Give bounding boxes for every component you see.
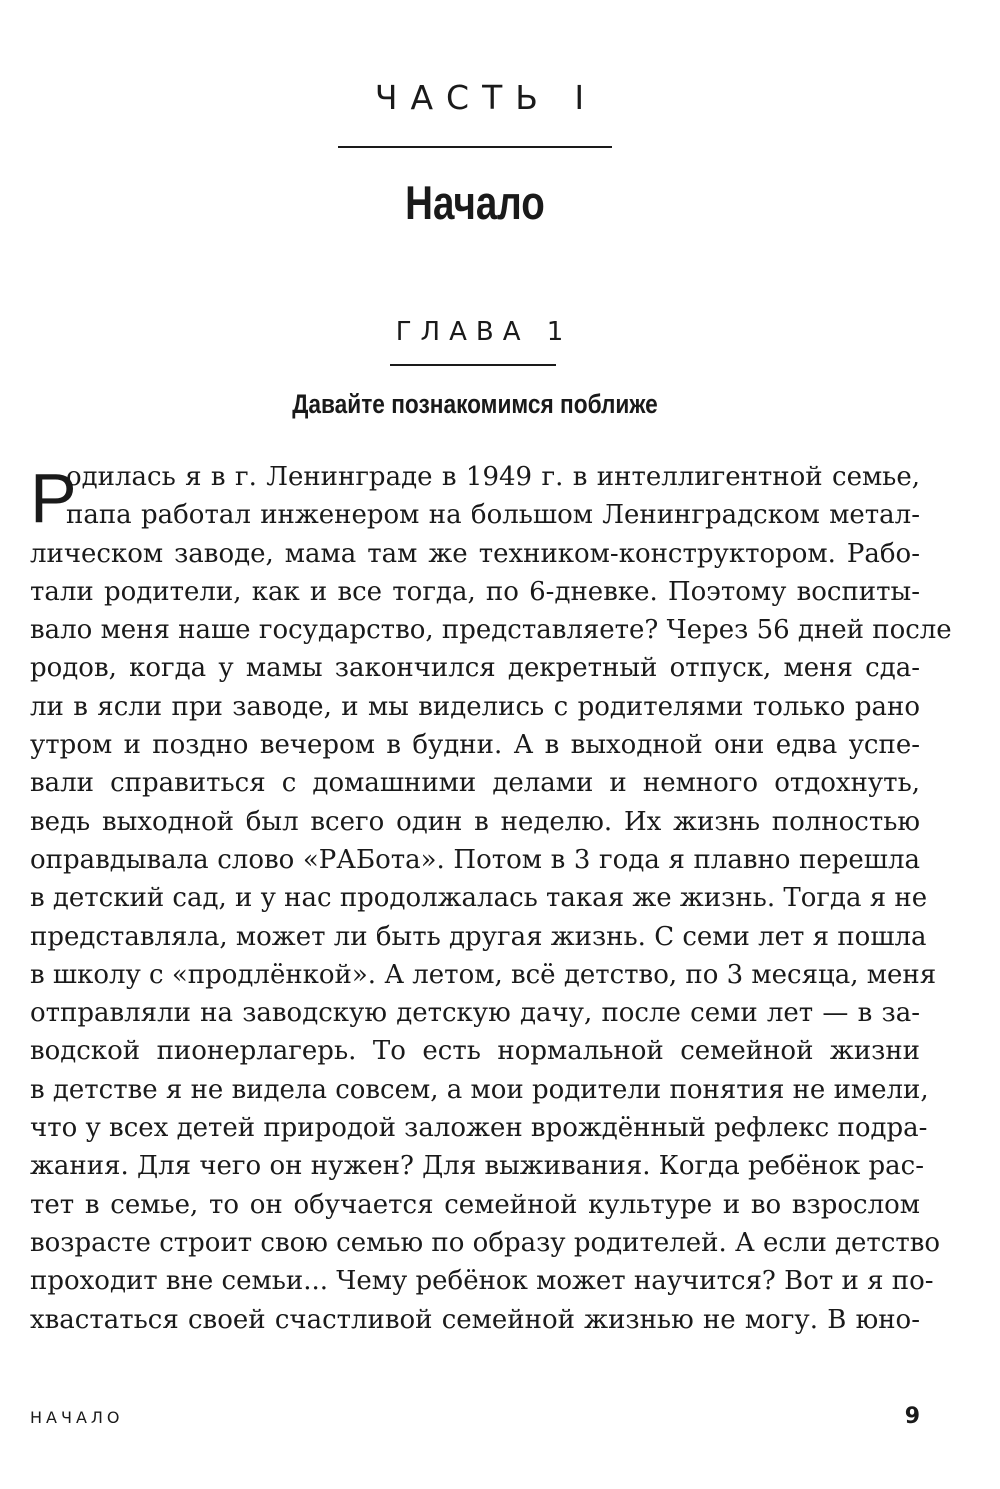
page-number: 9 bbox=[904, 1404, 920, 1429]
body-line: лическом заводе, мама там же техником-конструктором. Рабо- bbox=[30, 538, 920, 569]
body-line: вали справиться с домашними делами и немного отдохнуть, bbox=[30, 768, 920, 799]
body-line: тет в семье, то он обучается семейной культуре и во взрослом bbox=[30, 1189, 920, 1220]
running-head: НАЧАЛО bbox=[30, 1408, 124, 1427]
chapter-label: ГЛАВА 1 bbox=[395, 317, 573, 347]
body-line: папа работал инженером на большом Ленинградском метал- bbox=[66, 500, 920, 531]
body-line: в школу с «продлёнкой». А летом, всё детство, по 3 месяца, меня bbox=[30, 959, 937, 990]
body-line: возрасте строит свою семью по образу родителей. А если детство bbox=[30, 1227, 941, 1258]
body-line: родов, когда у мамы закончился декретный отпуск, меня сда- bbox=[30, 653, 920, 684]
body-line: что у всех детей природой заложен врождённый рефлекс подра- bbox=[30, 1113, 928, 1144]
body-line: оправдывала слово «РАБота». Потом в 3 года я плавно перешла bbox=[30, 844, 920, 875]
chapter-title: Давайте познакомимся поближе bbox=[292, 389, 658, 419]
chapter-rule bbox=[390, 364, 556, 366]
body-line: утром и поздно вечером в будни. А в выходной они едва успе- bbox=[30, 730, 920, 761]
part-title: Начало bbox=[405, 176, 545, 229]
body-line: в детстве я не видела совсем, а мои родители понятия не имели, bbox=[30, 1074, 929, 1105]
body-line: хвастаться своей счастливой семейной жизнью не могу. В юно- bbox=[30, 1304, 920, 1335]
drop-cap: Р bbox=[30, 459, 77, 537]
body-line: отправляли на заводскую детскую дачу, после семи лет — в за- bbox=[30, 998, 920, 1029]
body-line: проходит вне семьи... Чему ребёнок может научится? Вот и я по- bbox=[30, 1266, 934, 1297]
body-line: водской пионерлагерь. То есть нормальной семейной жизни bbox=[30, 1036, 920, 1067]
body-line: одилась я в г. Ленинграде в 1949 г. в интеллигентной семье, bbox=[66, 462, 920, 492]
body-line: представляла, может ли быть другая жизнь. С семи лет я пошла bbox=[30, 921, 927, 952]
body-line: ведь выходной был всего один в неделю. Их жизнь полностью bbox=[30, 806, 920, 837]
body-text bbox=[30, 458, 952, 1339]
part-label: ЧАСТЬ I bbox=[374, 78, 598, 117]
body-line: вало меня наше государство, представляете? Через 56 дней после bbox=[30, 615, 952, 646]
body-line: тали родители, как и все тогда, по 6-дневке. Поэтому воспиты- bbox=[30, 576, 920, 607]
body-line: ли в ясли при заводе, и мы виделись с родителями только рано bbox=[30, 691, 920, 722]
body-line: в детский сад, и у нас продолжалась такая же жизнь. Тогда я не bbox=[30, 883, 928, 914]
body-line: жания. Для чего он нужен? Для выживания. Когда ребёнок рас- bbox=[30, 1151, 925, 1182]
part-rule bbox=[338, 146, 612, 148]
